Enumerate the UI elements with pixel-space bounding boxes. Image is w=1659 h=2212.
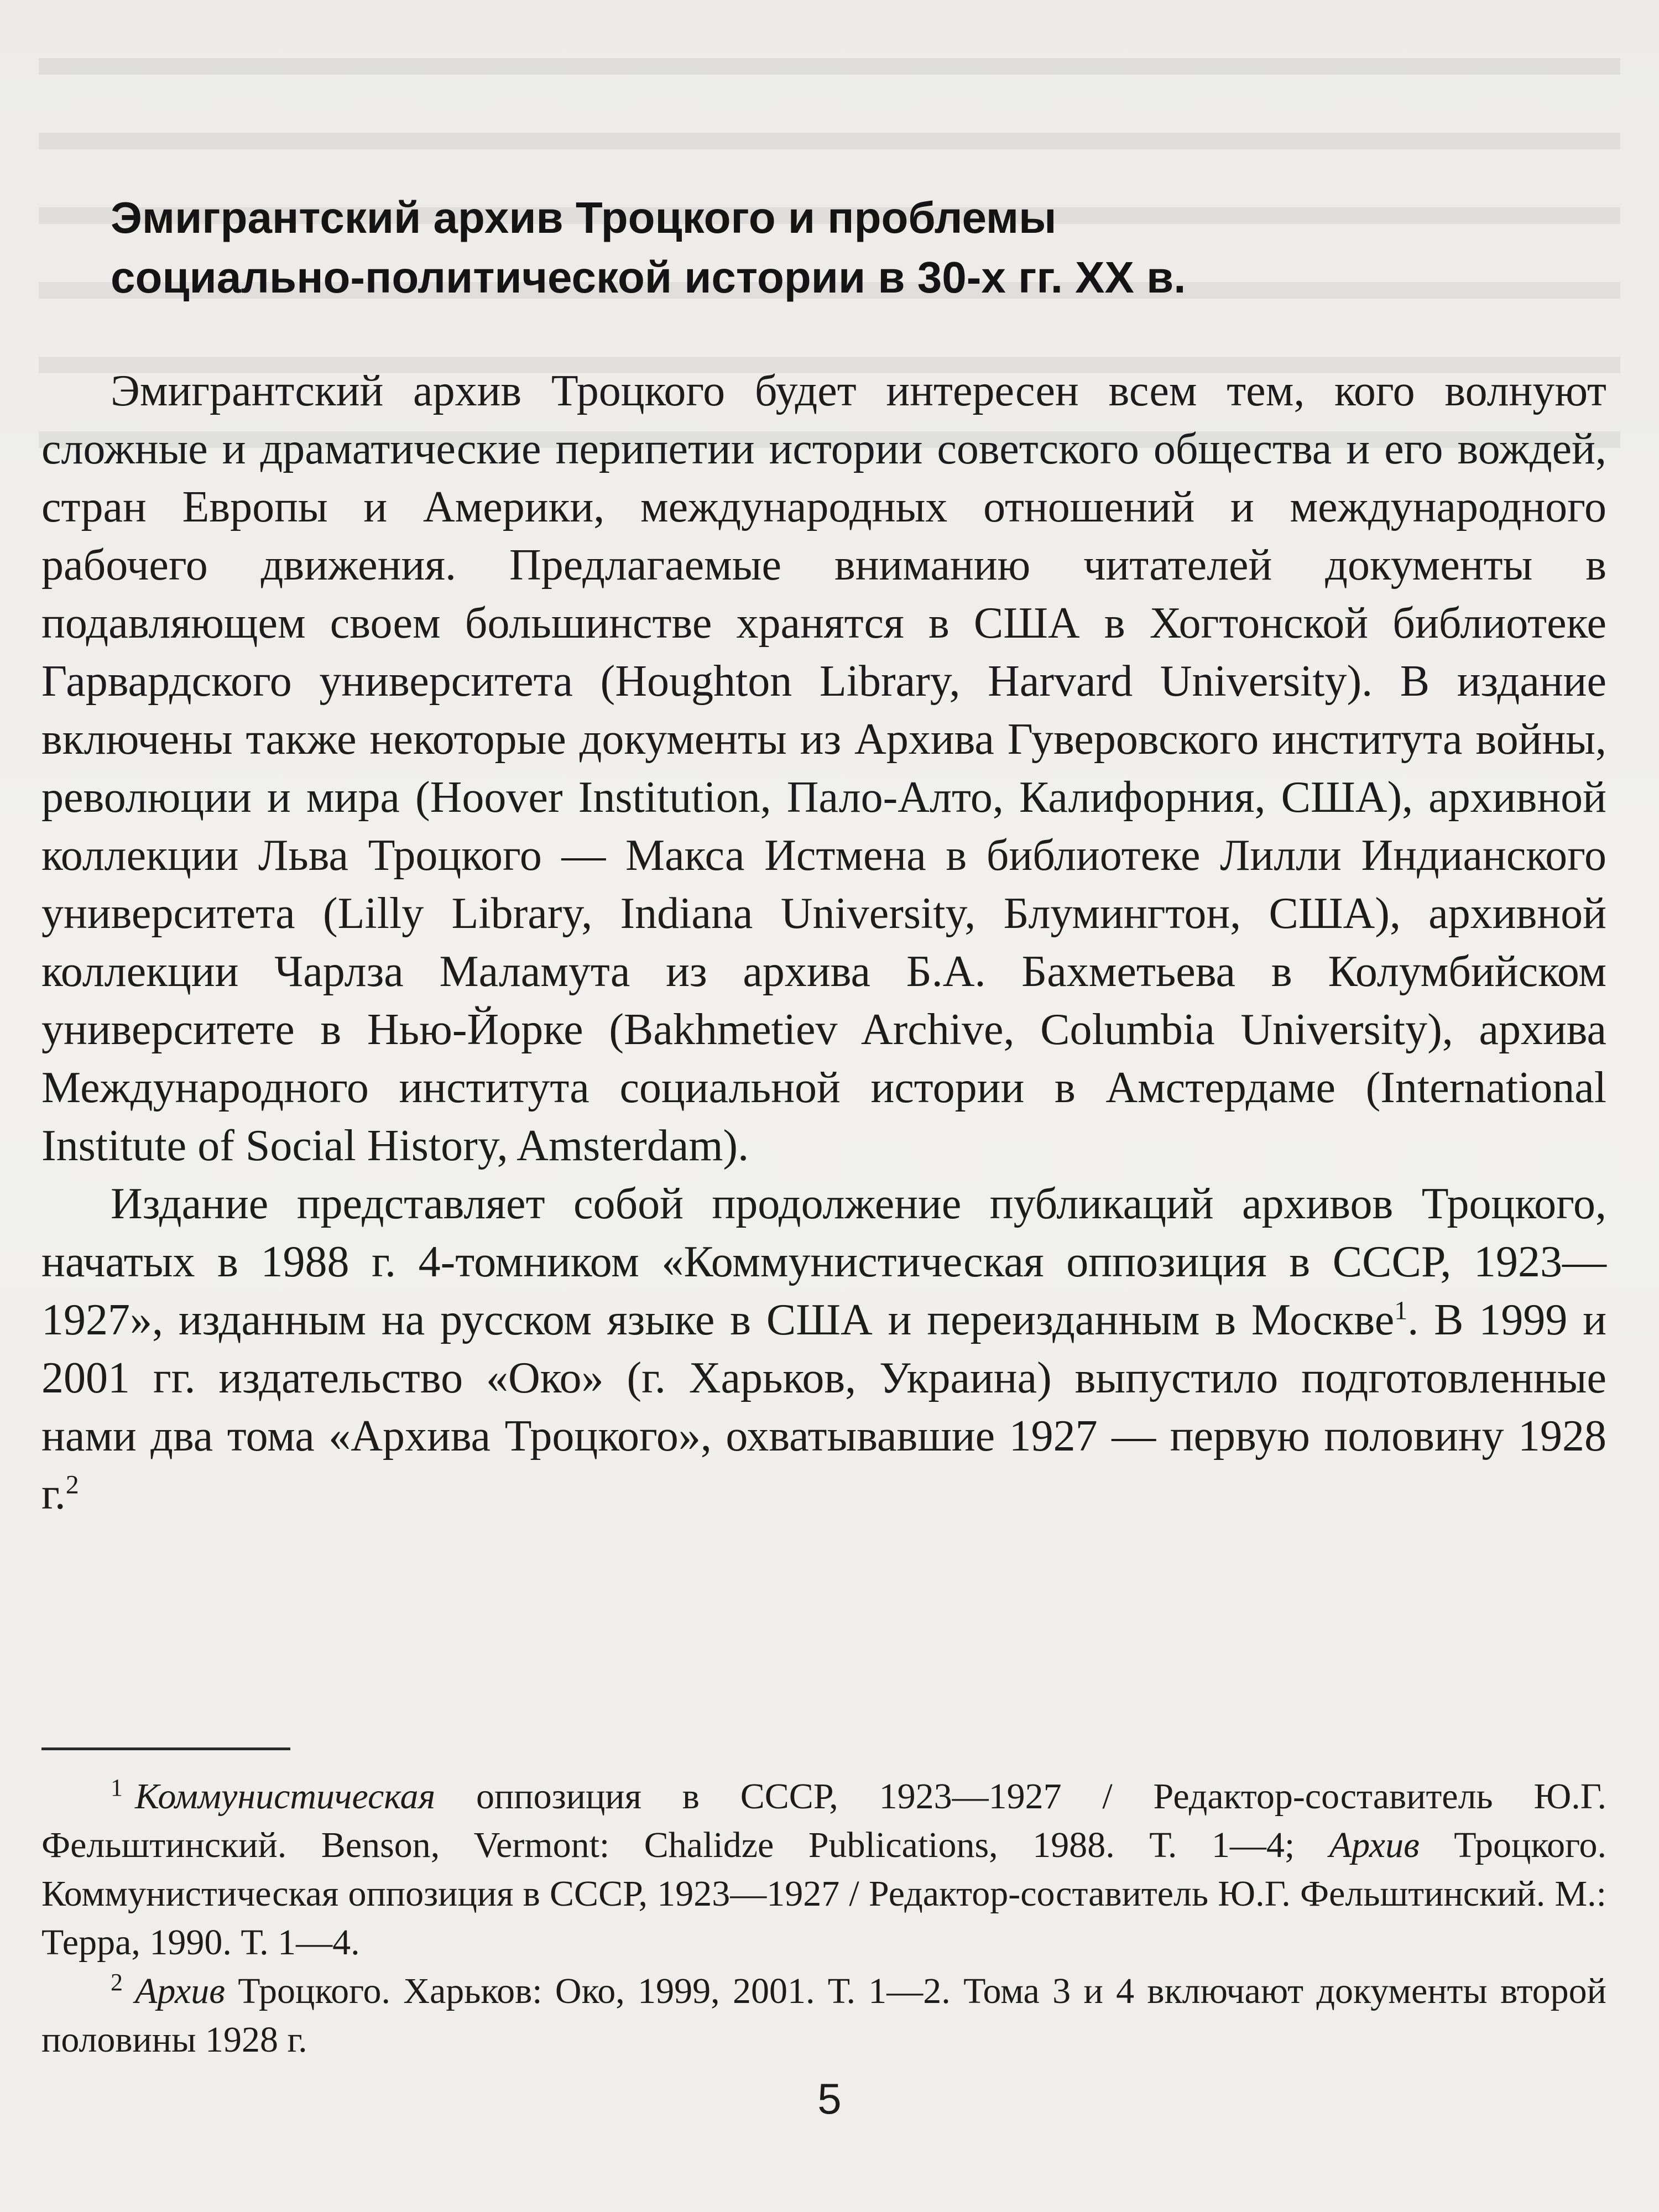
heading-line-1: Эмигрантский архив Троцкого и проблемы [111, 193, 1057, 242]
footnote-1-italic-1: Коммунистическая [135, 1776, 436, 1817]
footnote-1 [41, 1772, 1606, 1967]
body-text [41, 362, 1606, 1524]
footnote-1-number: 1 [111, 1774, 123, 1801]
footnote-2-text-1: Троцкого. Харьков: Око, 1999, 2001. Т. 1—2. Тома 3 и 4 включают документы второй половины 1928 г. [41, 1971, 1606, 2060]
footnote-2 [41, 1967, 1606, 2064]
paragraph-2-part-a: Издание представляет собой продолжение публикаций архивов Троцкого, начатых в 1988 г. 4-томником «Коммунистическая оппозиция в СССР, 1923—1927», изданным на русском языке в США и переизданным в Москве [41, 1180, 1606, 1344]
footnote-ref-1: 1 [1394, 1296, 1408, 1326]
page-number: 5 [817, 2074, 842, 2123]
footnote-ref-2: 2 [65, 1470, 79, 1500]
paragraph-1: Эмигрантский архив Троцкого будет интересен всем тем, кого волнуют сложные и драматические перипетии истории советского общества и его вождей, стран Европы и Америки, международных отношений и международного рабочего движения. Предлагаемые вниманию читателей документы в подавляющем своем большинстве хранятся в США в Хогтонской библиотеке Гарвардского университета (Houghton Library, Harvard University). В издание включены также некоторые документы из Архива Гуверовского института войны, революции и мира (Hoover Institution, Пало-Алто, Калифорния, США), архивной коллекции Льва Троцкого — Макса Истмена в библиотеке Лилли Индианского университета (Lilly Library, Indiana University, Блумингтон, США), архивной коллекции Чарлза Маламута из архива Б.А. Бахметьева в Колумбийском университете в Нью-Йорке (Bakhmetiev Archive, Columbia University), архива Международного института социальной истории в Амстердаме (International Institute of Social History, Amsterdam). [41, 367, 1606, 1170]
paragraph-2-part-b: . В 1999 и 2001 гг. издательство «Око» (г. Харьков, Украина) выпустило подготовленные нами два тома «Архива Троцкого», охватывавшие 1927 — первую половину 1928 г. [41, 1296, 1607, 1519]
chapter-heading [111, 188, 1604, 307]
footnote-1-italic-2: Архив [1329, 1825, 1420, 1865]
footnotes [41, 1772, 1606, 2064]
footnote-divider [41, 1747, 290, 1750]
footnote-1-text-2: Троцкого. Коммунистическая оппозиция в СССР, 1923—1927 / Редактор-составитель Ю.Г. Фельштинский. М.: Терра, 1990. Т. 1—4. [41, 1825, 1606, 1963]
paragraph-2 [41, 1175, 1606, 1524]
footnote-2-number: 2 [111, 1969, 123, 1996]
heading-line-2: социально-политической истории в 30-х гг. XX в. [111, 253, 1186, 302]
footnote-1-text-1: оппозиция в СССР, 1923—1927 / Редактор-составитель Ю.Г. Фельштинский. Benson, Vermont: Chalidze Publications, 1988. Т. 1—4; [41, 1776, 1606, 1865]
footnote-2-italic-1: Архив [135, 1971, 225, 2011]
